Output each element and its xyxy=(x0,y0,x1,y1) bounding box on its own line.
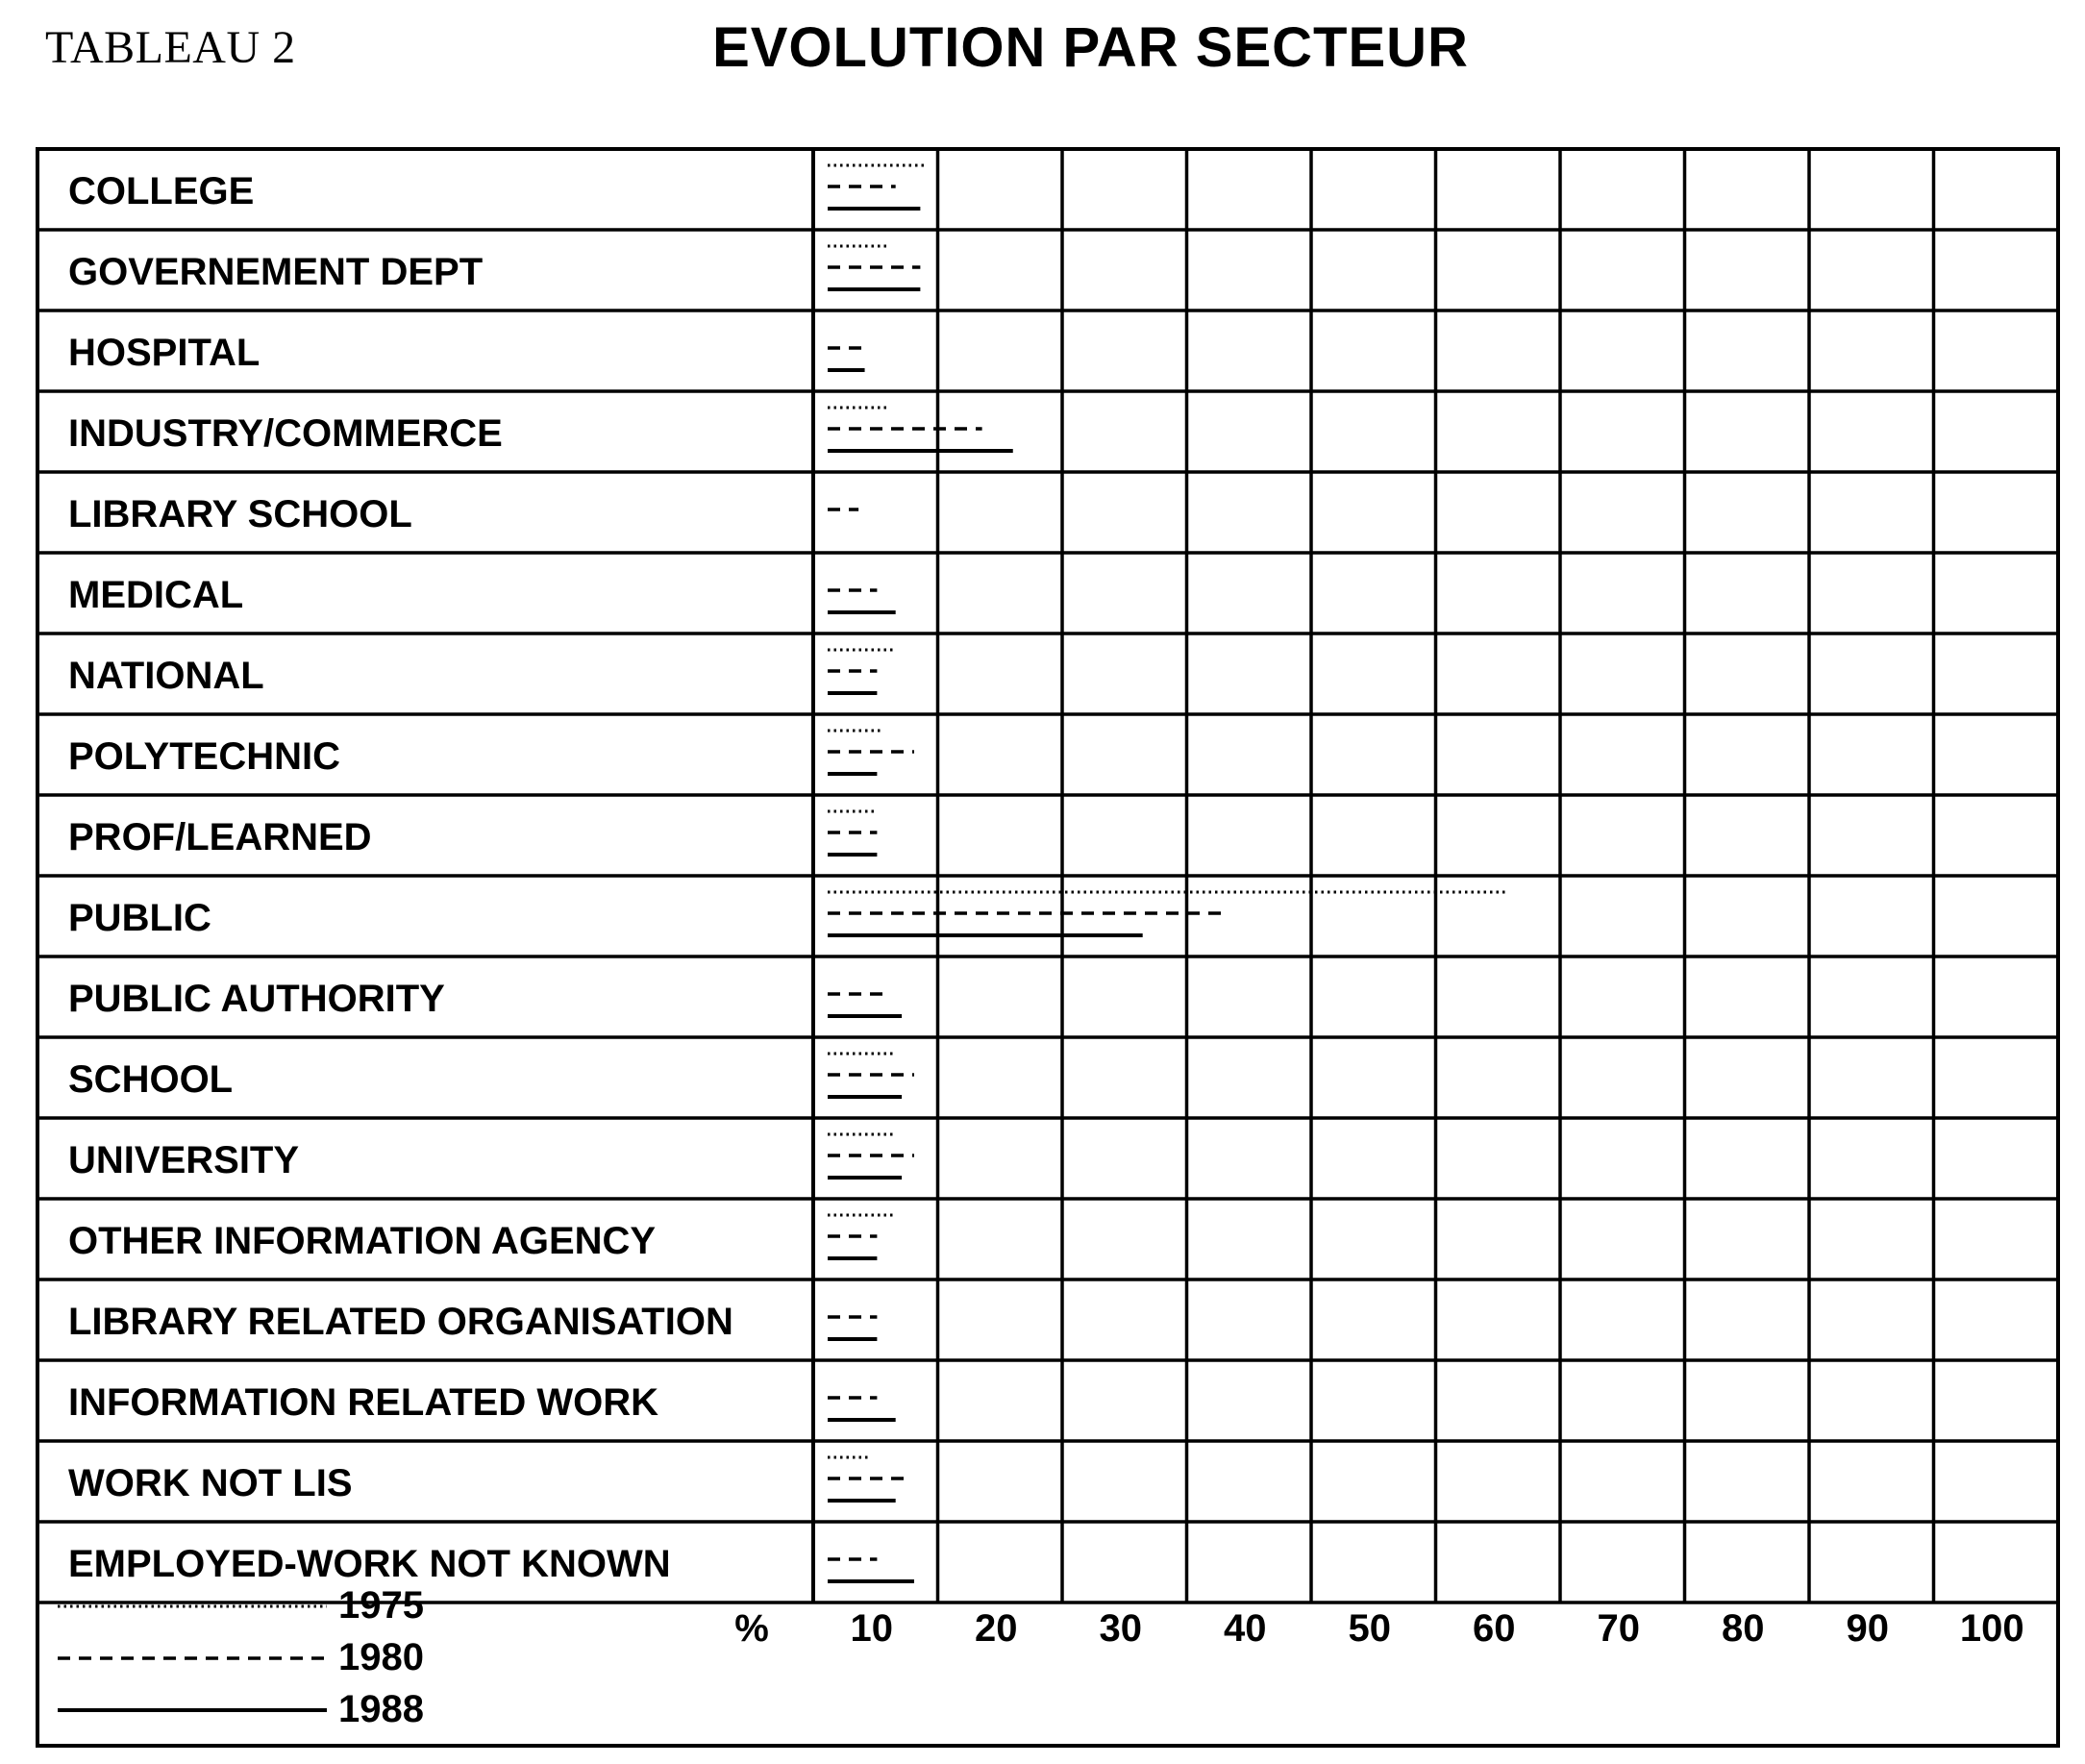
x-tick-label: 40 xyxy=(1224,1607,1267,1650)
x-tick-label: 20 xyxy=(975,1607,1018,1650)
category-label: MEDICAL xyxy=(68,574,244,616)
category-label: INDUSTRY/COMMERCE xyxy=(68,412,503,455)
chart-frame xyxy=(37,149,2058,1746)
x-tick-label: 90 xyxy=(1846,1607,1889,1650)
category-label: LIBRARY SCHOOL xyxy=(68,493,412,535)
legend-label: 1980 xyxy=(338,1636,424,1678)
table-label: TABLEAU 2 xyxy=(45,22,296,73)
x-tick-label: 60 xyxy=(1473,1607,1516,1650)
data-lines xyxy=(828,165,1507,1581)
category-label: UNIVERSITY xyxy=(68,1139,300,1181)
category-label: NATIONAL xyxy=(68,655,264,697)
grid-layer xyxy=(37,149,2058,1746)
category-label: COLLEGE xyxy=(68,170,255,212)
category-label: EMPLOYED-WORK NOT KNOWN xyxy=(68,1543,671,1585)
category-label: PROF/LEARNED xyxy=(68,816,372,858)
category-label: SCHOOL xyxy=(68,1058,234,1101)
legend xyxy=(58,1584,424,1730)
legend-label: 1988 xyxy=(338,1688,424,1730)
x-axis xyxy=(734,1607,2023,1650)
category-labels xyxy=(68,170,733,1585)
category-label: INFORMATION RELATED WORK xyxy=(68,1381,659,1424)
legend-label: 1975 xyxy=(338,1584,424,1627)
x-unit-label: % xyxy=(734,1607,769,1650)
x-tick-label: 70 xyxy=(1597,1607,1640,1650)
x-tick-label: 80 xyxy=(1722,1607,1765,1650)
category-label: PUBLIC xyxy=(68,897,211,939)
x-tick-label: 100 xyxy=(1959,1607,2024,1650)
chart-title: EVOLUTION PAR SECTEUR xyxy=(712,16,1469,79)
category-label: PUBLIC AUTHORITY xyxy=(68,978,445,1020)
category-label: WORK NOT LIS xyxy=(68,1462,353,1504)
x-tick-label: 10 xyxy=(850,1607,893,1650)
category-label: HOSPITAL xyxy=(68,332,261,374)
category-label: POLYTECHNIC xyxy=(68,735,341,778)
x-tick-label: 50 xyxy=(1348,1607,1391,1650)
category-label: LIBRARY RELATED ORGANISATION xyxy=(68,1301,733,1343)
category-label: OTHER INFORMATION AGENCY xyxy=(68,1220,657,1262)
category-label: GOVERNEMENT DEPT xyxy=(68,251,484,293)
x-tick-label: 30 xyxy=(1099,1607,1142,1650)
